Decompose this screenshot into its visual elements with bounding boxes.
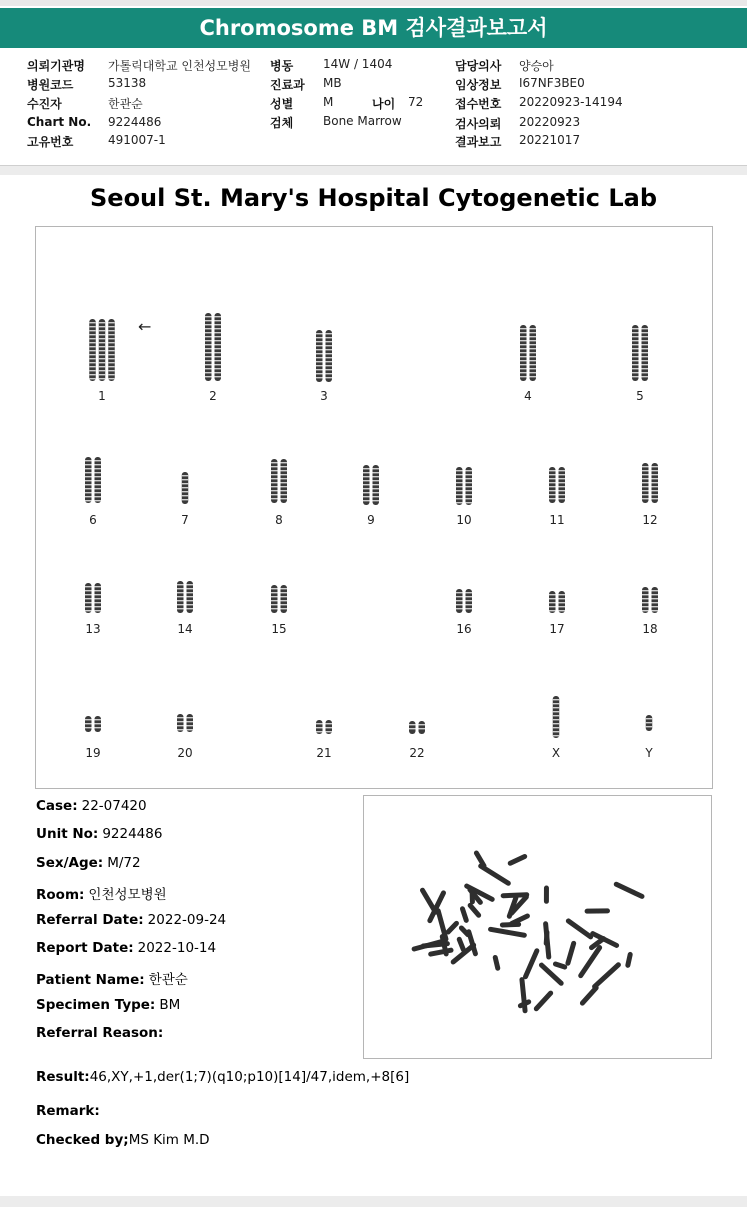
chromosome-20 xyxy=(177,714,184,732)
result-value: 46,XY,+1,der(1;7)(q10;p10)[14]/47,idem,+8[6] xyxy=(89,1069,410,1085)
chromosome-label-8: 8 xyxy=(275,513,283,527)
info-value: Bone Marrow xyxy=(323,114,402,128)
abnormality-arrow-icon: ← xyxy=(138,317,152,336)
info-value: 14W / 1404 xyxy=(323,57,393,71)
chromosome-9 xyxy=(373,465,380,505)
checked-by-field xyxy=(36,1132,210,1148)
info-value: 9224486 xyxy=(108,115,162,129)
info-value: 20221017 xyxy=(519,133,581,147)
info-value: 491007-1 xyxy=(108,133,166,147)
top-border xyxy=(0,0,747,6)
chromosome-4 xyxy=(520,325,527,381)
metaphase-chromosome xyxy=(533,990,554,1013)
chromosome-21 xyxy=(326,720,333,734)
result-field xyxy=(36,1069,409,1085)
chromosome-22 xyxy=(419,721,426,734)
specimen-type-field xyxy=(36,997,180,1013)
patient-name-value: 한관순 xyxy=(148,972,188,988)
metaphase-chromosome xyxy=(500,922,521,928)
chromosome-label-17: 17 xyxy=(549,622,565,636)
chromosome-3 xyxy=(316,330,323,382)
metaphase-chromosome xyxy=(544,886,549,904)
chromosome-Y xyxy=(646,715,653,731)
chromosome-18 xyxy=(642,587,649,613)
report-date-value: 2022-10-14 xyxy=(137,940,217,956)
chromosome-9 xyxy=(363,465,370,505)
chromosome-label-6: 6 xyxy=(89,513,97,527)
metaphase-chromosome xyxy=(613,881,645,900)
remark-label: Remark: xyxy=(36,1103,100,1119)
unit-no-label: Unit No: xyxy=(36,826,99,842)
section-divider xyxy=(0,165,747,175)
metaphase-chromosome xyxy=(419,887,439,916)
chromosome-label-5: 5 xyxy=(636,389,644,403)
chromosome-6 xyxy=(85,457,92,503)
info-value: 가톨릭대학교 인천성모병원 xyxy=(108,59,251,73)
case-value: 22-07420 xyxy=(81,798,147,814)
metaphase-chromosome xyxy=(565,917,594,940)
info-label: 담당의사 xyxy=(455,59,502,73)
chromosome-label-X: X xyxy=(551,746,561,760)
chromosome-label-19: 19 xyxy=(85,746,101,760)
chromosome-11 xyxy=(549,467,556,503)
info-label: 병원코드 xyxy=(27,78,74,92)
chromosome-label-21: 21 xyxy=(316,746,332,760)
metaphase-spread-image xyxy=(364,796,711,1058)
patient-name-field xyxy=(36,968,188,988)
sex-age-field xyxy=(36,855,141,871)
metaphase-chromosome xyxy=(552,961,568,970)
info-label: 성별 xyxy=(270,97,294,111)
metaphase-chromosome xyxy=(492,954,501,971)
metaphase-chromosome xyxy=(544,930,550,946)
chromosome-19 xyxy=(95,716,102,732)
chromosome-13 xyxy=(85,583,92,613)
room-label: Room: xyxy=(36,887,85,903)
info-label: 수진자 xyxy=(27,97,62,111)
referral-reason-field xyxy=(36,1025,167,1041)
report-date-field xyxy=(36,940,216,956)
chromosome-15 xyxy=(281,585,288,613)
chromosome-13 xyxy=(95,583,102,613)
chromosome-label-14: 14 xyxy=(177,622,193,636)
chromosome-label-20: 20 xyxy=(177,746,193,760)
info-label: 임상정보 xyxy=(455,78,502,92)
chromosome-label-22: 22 xyxy=(409,746,425,760)
case-field xyxy=(36,798,147,814)
info-value: 양승아 xyxy=(519,59,554,73)
chromosome-17 xyxy=(549,591,556,613)
info-value: 20220923 xyxy=(519,115,581,129)
metaphase-chromosome xyxy=(477,863,512,887)
chromosome-label-1: 1 xyxy=(98,389,106,403)
chromosome-label-13: 13 xyxy=(85,622,101,636)
metaphase-chromosome xyxy=(522,947,540,980)
chromosome-label-18: 18 xyxy=(642,622,658,636)
chromosome-20 xyxy=(187,714,194,732)
chromosome-1 xyxy=(108,319,115,381)
info-label: 진료과 xyxy=(270,78,305,92)
chromosome-6 xyxy=(95,457,102,503)
chromosome-3 xyxy=(326,330,333,382)
chromosome-15 xyxy=(271,585,278,613)
report-date-label: Report Date: xyxy=(36,940,134,956)
metaphase-chromosome xyxy=(428,947,454,957)
chromosome-label-Y: Y xyxy=(645,746,653,760)
checked-by-value: MS Kim M.D xyxy=(128,1132,210,1148)
sex-age-value: M/72 xyxy=(107,855,141,871)
info-value: M xyxy=(323,95,334,109)
chromosome-label-4: 4 xyxy=(524,389,532,403)
chromosome-10 xyxy=(466,467,473,505)
chromosome-label-15: 15 xyxy=(271,622,287,636)
chromosome-8 xyxy=(281,459,288,503)
checked-by-label: Checked by; xyxy=(36,1132,129,1148)
info-label: 결과보고 xyxy=(455,135,502,149)
chromosome-2 xyxy=(215,313,222,381)
room-value: 인천성모병원 xyxy=(88,887,167,903)
info-value: 20220923-14194 xyxy=(519,95,623,109)
chromosome-16 xyxy=(466,589,473,613)
chromosome-11 xyxy=(559,467,566,503)
patient-name-label: Patient Name: xyxy=(36,972,145,988)
chromosome-5 xyxy=(632,325,639,381)
specimen-type-value: BM xyxy=(159,997,181,1013)
chromosome-X xyxy=(553,696,560,738)
chromosome-5 xyxy=(642,325,649,381)
chromosome-label-10: 10 xyxy=(456,513,472,527)
metaphase-chromosome xyxy=(507,853,528,866)
info-label: 접수번호 xyxy=(455,97,502,111)
referral-reason-label: Referral Reason: xyxy=(36,1025,164,1041)
metaphase-chromosome xyxy=(470,888,475,904)
specimen-type-label: Specimen Type: xyxy=(36,997,156,1013)
info-label: 병동 xyxy=(270,59,294,73)
unit-no-value: 9224486 xyxy=(102,826,163,842)
chromosome-14 xyxy=(177,581,184,613)
metaphase-chromosome xyxy=(565,940,577,966)
chromosome-label-12: 12 xyxy=(642,513,658,527)
metaphase-chromosome xyxy=(591,961,622,990)
referral-date-value: 2022-09-24 xyxy=(147,912,227,928)
unit-no-field xyxy=(36,826,162,842)
chromosome-12 xyxy=(642,463,649,503)
lab-title: Seoul St. Mary's Hospital Cytogenetic Lab xyxy=(90,184,657,212)
chromosome-18 xyxy=(652,587,659,613)
metaphase-chromosome xyxy=(585,908,610,913)
chromosome-21 xyxy=(316,720,323,734)
info-value: 72 xyxy=(408,95,424,109)
info-label: Chart No. xyxy=(27,115,92,129)
chromosome-22 xyxy=(409,721,416,734)
chromosome-7 xyxy=(182,472,189,504)
referral-date-label: Referral Date: xyxy=(36,912,144,928)
bottom-border xyxy=(0,1196,747,1207)
chromosome-label-9: 9 xyxy=(367,513,375,527)
chromosome-4 xyxy=(530,325,537,381)
report-title: Chromosome BM 검사결과보고서 xyxy=(0,8,747,48)
chromosome-label-7: 7 xyxy=(181,513,189,527)
info-label: 나이 xyxy=(372,97,396,111)
metaphase-chromosome xyxy=(625,951,633,968)
info-label: 의뢰기관명 xyxy=(27,59,85,73)
case-label: Case: xyxy=(36,798,78,814)
referral-date-field xyxy=(36,912,226,928)
sex-age-label: Sex/Age: xyxy=(36,855,104,871)
karyotype-panel xyxy=(35,226,713,789)
chromosome-19 xyxy=(85,716,92,732)
chromosome-1 xyxy=(89,319,96,381)
chromosome-8 xyxy=(271,459,278,503)
chromosome-label-3: 3 xyxy=(320,389,328,403)
chromosome-16 xyxy=(456,589,463,613)
metaphase-spread-panel xyxy=(363,795,712,1059)
info-value: MB xyxy=(323,76,342,90)
metaphase-chromosome xyxy=(488,926,528,938)
info-value: 한관순 xyxy=(108,97,143,111)
info-label: 검사의뢰 xyxy=(455,117,502,131)
chromosome-label-11: 11 xyxy=(549,513,565,527)
karyotype-image xyxy=(36,227,712,788)
chromosome-10 xyxy=(456,467,463,505)
metaphase-chromosome xyxy=(459,906,469,924)
room-field xyxy=(36,883,167,903)
chromosome-2 xyxy=(205,313,212,381)
result-label: Result: xyxy=(36,1069,90,1085)
info-value: I67NF3BE0 xyxy=(519,76,585,90)
patient-info-block xyxy=(0,50,747,165)
chromosome-12 xyxy=(652,463,659,503)
chromosome-1 xyxy=(99,319,106,381)
info-label: 고유번호 xyxy=(27,135,74,149)
chromosome-14 xyxy=(187,581,194,613)
info-value: 53138 xyxy=(108,76,147,90)
info-label: 검체 xyxy=(270,116,294,130)
chromosome-label-2: 2 xyxy=(209,389,217,403)
chromosome-17 xyxy=(559,591,566,613)
chromosome-label-16: 16 xyxy=(456,622,472,636)
remark-field xyxy=(36,1103,100,1119)
